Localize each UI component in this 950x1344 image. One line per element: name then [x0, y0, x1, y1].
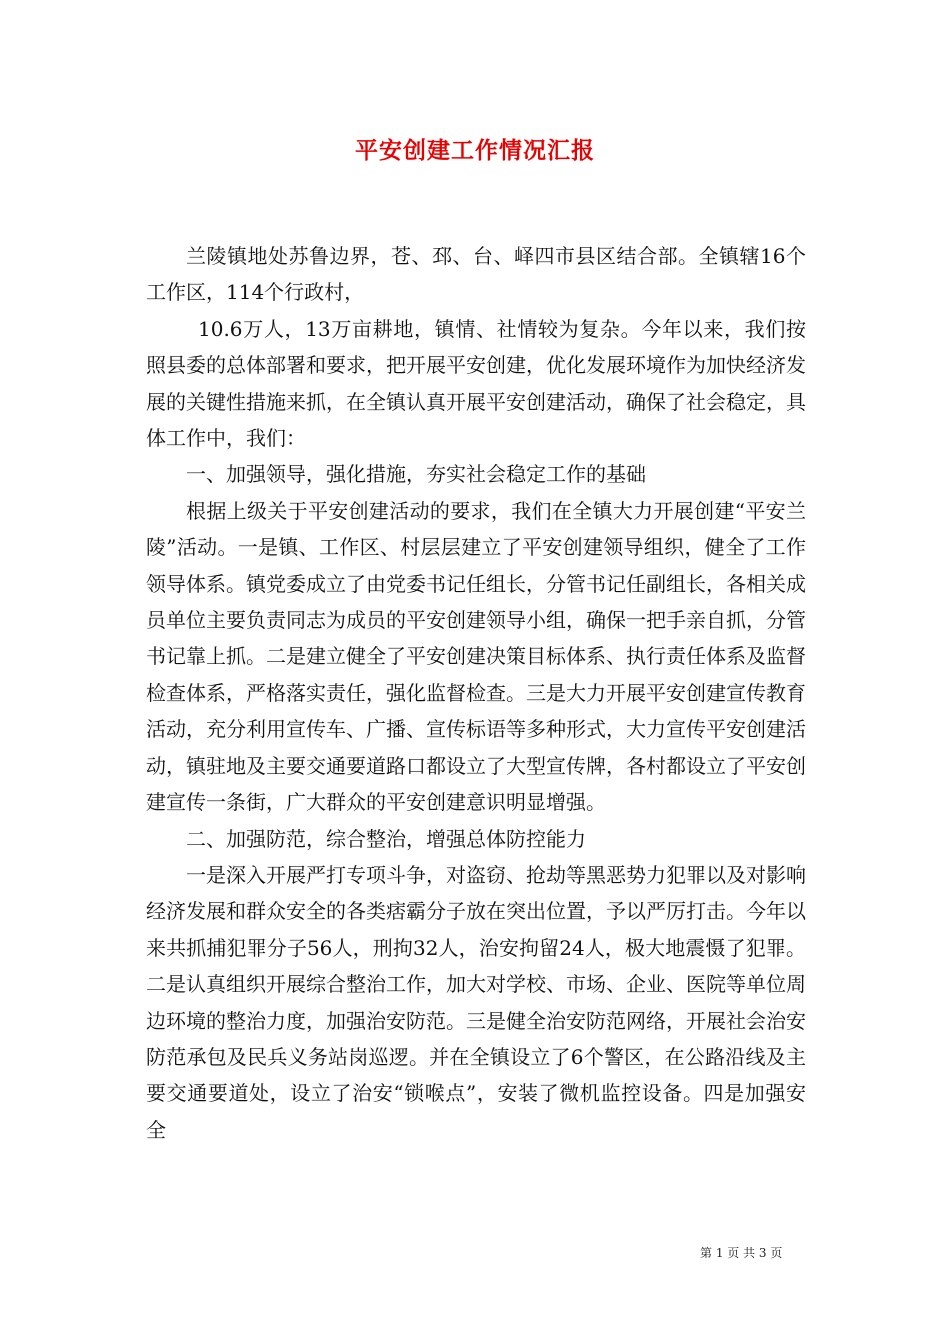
paragraph-section-1: 根据上级关于平安创建活动的要求，我们在全镇大力开展创建“平安兰陵”活动。一是镇、工作区、村层层建立了平安创建领导组织，健全了工作领导体系。镇党委成立了由党委书记任组长，分管书记任副组长，各相关成员单位主要负责同志为成员的平安创建领导小组，确保一把手亲自抓，分管书记靠上抓。二是建立健全了平安创建决策目标体系、执行责任体系及监督检查体系，严格落实责任，强化监督检查。三是大力开展平安创建宣传教育活动，充分利用宣传车、广播、宣传标语等多种形式，大力宣传平安创建活动，镇驻地及主要交通要道路口都设立了大型宣传牌，各村都设立了平安创建宣传一条街，广大群众的平安创建意识明显增强。 [146, 498, 806, 815]
section-heading-1: 一、加强领导，强化措施，夯实社会稳定工作的基础 [186, 462, 646, 487]
paragraph-section-2: 一是深入开展严打专项斗争，对盗窃、抢劫等黑恶势力犯罪以及对影响经济发展和群众安全的各类痞霸分子放在突出位置，予以严厉打击。今年以来共抓捕犯罪分子56人，刑拘32人，治安拘留24人，极大地震慑了犯罪。二是认真组织开展综合整治工作，加大对学校、市场、企业、医院等单位周边环境的整治力度，加强治安防范。三是健全治安防范网络，开展社会治安防范承包及民兵义务站岗巡逻。并在全镇设立了6个警区，在公路沿线及主要交通要道处，设立了治安“锁喉点”，安装了微机监控设备。四是加强安全 [146, 862, 806, 1142]
page-number: 第 1 页 共 3 页 [700, 1246, 783, 1260]
page-title: 平安创建工作情况汇报 [355, 137, 595, 164]
paragraph-intro: 兰陵镇地处苏鲁边界，苍、邳、台、峄四市县区结合部。全镇辖16个工作区，114个行政村， [146, 244, 806, 305]
paragraph-overview: 10.6万人，13万亩耕地，镇情、社情较为复杂。今年以来，我们按照县委的总体部署和要求，把开展平安创建，优化发展环境作为加快经济发展的关键性措施来抓，在全镇认真开展平安创建活动，确保了社会稳定，具体工作中，我们： [146, 316, 806, 451]
document-body [146, 238, 806, 1148]
section-heading-2: 二、加强防范，综合整治，增强总体防控能力 [186, 826, 586, 851]
